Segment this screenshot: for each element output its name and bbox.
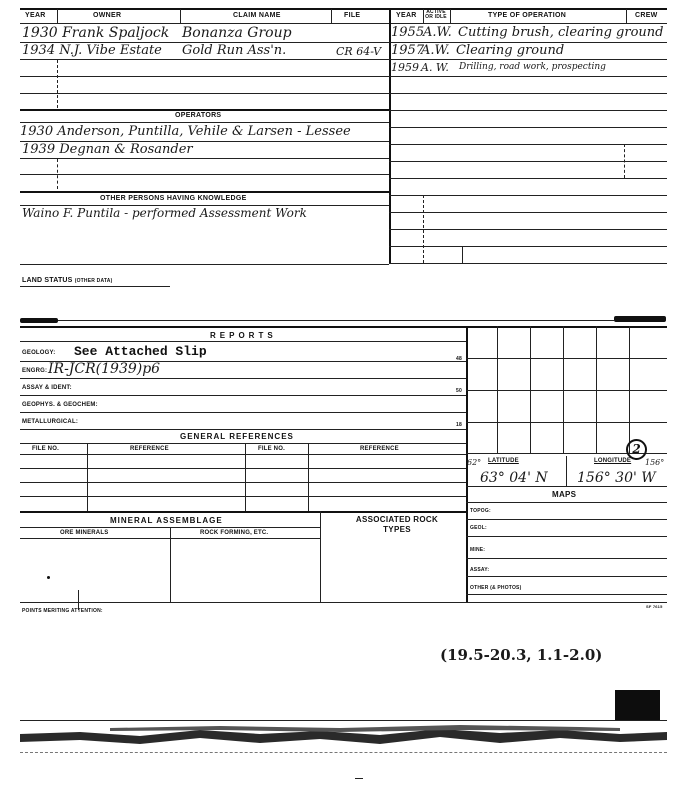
longitude-label: LONGITUDE [594,458,632,464]
engrg-value: IR-JCR(1939)p6 [48,361,161,377]
grid-line [466,390,667,391]
row-line [389,263,667,264]
sep [245,443,246,511]
op-type-1: Cutting brush, clearing ground [458,25,664,40]
ref-col-reference-2: REFERENCE [360,446,399,452]
col-active-idle: ACTIVE OR IDLE [425,9,447,20]
owner-row-1: 1930 Frank Spaljock [22,25,170,41]
op-year-2: 1957 [391,43,425,58]
latitude-value: 63° 04' N [480,470,548,486]
latitude-label: LATITUDE [488,458,519,464]
scan-mark [20,318,58,323]
reports-top-thin [58,320,614,321]
grid-line [466,358,667,359]
row-line [389,195,667,196]
general-references-title: GENERAL REFERENCES [180,432,294,441]
assay-label: ASSAY & IDENT: [22,385,72,391]
sep [626,9,627,23]
row-line [20,378,466,379]
row-line [389,110,667,111]
col-type-of-operation: TYPE OF OPERATION [488,12,567,19]
sep [320,511,321,602]
op-year-1: 1955 [391,25,425,40]
scan-mark [355,778,363,779]
ink-dot [47,576,50,579]
side-number-2: 50 [456,388,462,394]
row-line [20,429,466,430]
maps-geol: GEOL: [470,525,487,531]
sep [423,9,424,23]
sep [87,443,88,511]
ref-col-reference-1: REFERENCE [130,446,169,452]
scan-line [20,720,667,721]
associated-rock-types: ASSOCIATED ROCK TYPES [355,515,439,534]
row-line [20,59,389,60]
scan-mark [614,316,666,322]
side-number-1: 48 [456,356,462,362]
rock-forming-label: ROCK FORMING, ETC. [200,530,269,536]
other-persons-row-1: Waino F. Puntila - performed Assessment Work [22,206,307,220]
geology-value: See Attached Slip [74,344,207,359]
points-meriting-attention: POINTS MERITING ATTENTION: [22,608,103,614]
land-status-label [22,277,112,284]
row-line [20,341,466,342]
sep [57,60,58,108]
row-line [466,576,667,577]
longitude-value: 156° 30' W [577,470,656,486]
mineral-top [20,511,466,513]
bottom-line [20,602,667,603]
col-year: YEAR [25,12,46,19]
header-bottom-border [20,23,667,24]
ref-col-file-no-1: FILE NO. [32,446,59,452]
sep [624,144,625,178]
row-line [466,536,667,537]
grid-line [466,422,667,423]
op-year-3: 1959 [391,61,419,74]
geology-label: GEOLOGY: [22,350,56,356]
row-line [466,558,667,559]
row-line [466,594,667,595]
other-persons-top [20,191,389,193]
maps-topog: TOPOG: [470,508,491,514]
ore-minerals-label: ORE MINERALS [60,530,109,536]
row-line [20,412,466,413]
row-line [20,76,389,77]
sep [180,9,181,23]
col-claim-name: CLAIM NAME [233,12,281,19]
file-row-2: CR 64-V [336,45,382,58]
land-status-sub: (OTHER DATA) [74,278,113,284]
row-line [466,519,667,520]
col-crew: CREW [635,12,658,19]
col-owner: OWNER [93,12,122,19]
row-line [20,158,389,159]
row-line [20,395,466,396]
sep [57,159,58,189]
op-active-3: A. W. [421,61,449,74]
op-active-2: A.W. [421,43,450,58]
scan-line [20,752,667,753]
form-number: SF 7615 [646,604,663,609]
row-line [389,93,667,94]
col-file: FILE [344,12,361,19]
reports-title: REPORTS [210,331,277,340]
sep [308,443,309,511]
row-line [466,502,667,503]
metallurgical-label: METALLURGICAL: [22,419,79,425]
ref-col-file-no-2: FILE NO. [258,446,285,452]
sep [170,527,171,602]
op-active-1: A.W. [423,25,452,40]
reports-top [20,326,667,328]
operators-top [20,109,389,111]
top-border [20,8,667,10]
sep [566,456,567,486]
row-line [389,76,667,77]
row-line [389,178,667,179]
land-status-text: LAND STATUS [22,277,73,284]
row-line [389,229,667,230]
maps-title: MAPS [552,490,577,499]
maps-other: OTHER (& PHOTOS) [470,585,522,591]
row-line [20,122,389,123]
operators-row-1: 1930 Anderson, Puntilla, Vehile & Larsen - Lessee [20,124,351,139]
sep [462,246,463,263]
scan-noise-band [20,722,667,750]
row-line [389,246,667,247]
land-status-underline [20,286,170,287]
operators-label: OPERATORS [175,112,222,119]
ink-stroke [78,590,79,610]
row-line [466,486,667,487]
owner-row-2: 1934 N.J. Vibe Estate [22,43,162,58]
sep [450,9,451,23]
col-year-2: YEAR [396,12,417,19]
op-type-2: Clearing ground [456,43,565,58]
operators-row-2: 1939 Degnan & Rosander [22,142,193,157]
circled-number: 2 [626,439,647,460]
side-number-3: 18 [456,422,462,428]
row-line [389,161,667,162]
scan-black-block [615,690,660,720]
maps-mine: MINE: [470,547,486,553]
geophys-label: GEOPHYS. & GEOCHEM: [22,402,98,408]
sep [57,9,58,23]
row-line [20,174,389,175]
row-line [20,93,389,94]
engrg-label: ENGRG: [22,368,48,374]
mineral-assemblage-title: MINERAL ASSEMBLAGE [110,516,223,525]
claim-row-2: Gold Run Ass'n. [182,43,287,58]
row-line [389,212,667,213]
row-line [389,144,667,145]
row-line [389,59,667,60]
row-line [389,127,667,128]
lon-suffix: 156° [645,458,665,467]
other-persons-label: OTHER PERSONS HAVING KNOWLEDGE [100,195,247,202]
row-line [20,264,389,265]
lat-prefix: 62° [467,458,482,467]
op-type-3: Drilling, road work, prospecting [459,62,606,72]
sep [331,9,332,23]
claim-row-1: Bonanza Group [182,25,292,41]
handwritten-reference: (19.5-20.3, 1.1-2.0) [440,646,603,664]
maps-assay: ASSAY: [470,567,490,573]
sep [423,195,424,263]
